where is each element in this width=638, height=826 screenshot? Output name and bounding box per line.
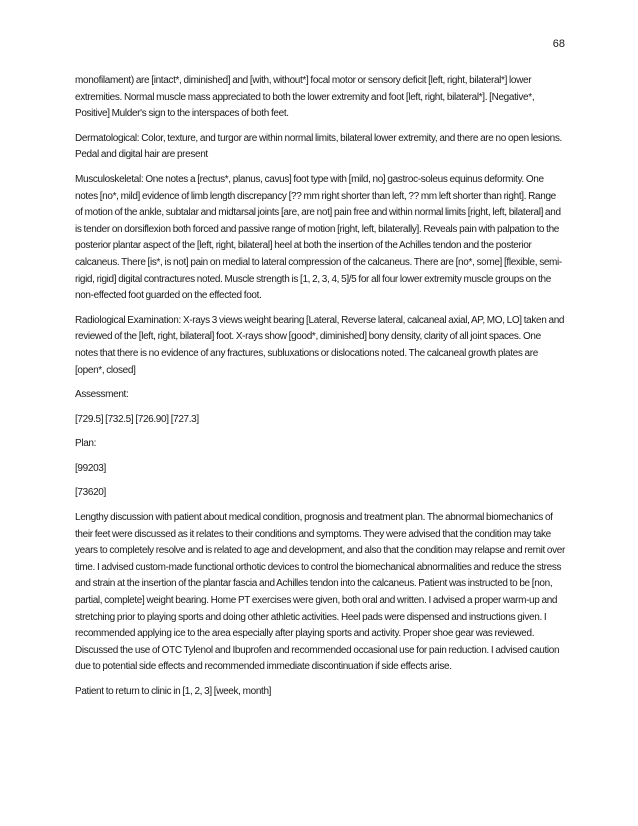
assessment-heading: Assessment: [75, 389, 129, 401]
paragraph-dermatological: Dermatological: Color, texture, and turgor are within normal limits, bilateral lower extremity, and there are no open lesions. Pedal and digital hair are present [75, 132, 562, 161]
document-body [75, 73, 565, 709]
plan-code-1: [99203] [75, 462, 106, 474]
paragraph-neurological-continued: monofilament) are [intact*, diminished] and [with, without*] focal motor or sensory deficit [left, right, bilateral*] lower extremities. Normal muscle mass appreciated to both the lower extremity and foot [left, right, bilateral*]. [Negative*, Positive] Mulder's sign to the interspaces of both feet. [75, 75, 535, 120]
assessment-codes: [729.5] [732.5] [726.90] [727.3] [75, 413, 199, 425]
plan-heading: Plan: [75, 438, 97, 450]
paragraph-discussion: Lengthy discussion with patient about medical condition, prognosis and treatment plan. The abnormal biomechanics of their feet were discussed as it relates to their conditions and symptoms. They were advised that the condition may take years to completely resolve and is related to age and development, and also that the condition may relapse and remit over time. I advised custom-made functional orthotic devices to control the biomechanical abnormalities and reduce the stress and strain at the insertion of the plantar fascia and Achilles tendon into the calcaneus. Patient was instructed to be [non, partial, complete] weight bearing. Home PT exercises were given, both oral and written. I advised a proper warm-up and stretching prior to playing sports and doing other athletic activities. Heel pads were dispensed and instructions given. I recommended applying ice to the area especially after playing sports and activity. Proper shoe gear was reviewed. Discussed the use of OTC Tylenol and Ibuprofen and recommended occasional use for pain reduction. I advised caution due to potential side effects and recommended immediate discontinuation if side effects arise. [75, 512, 565, 673]
plan-code-2: [73620] [75, 487, 106, 499]
paragraph-radiological: Radiological Examination: X-rays 3 views weight bearing [Lateral, Reverse lateral, calcaneal axial, AP, MO, LO] taken and reviewed of the [left, right, bilateral] foot. X-rays show [good*, diminished] bony density, clarity of all joint spaces. One notes that there is no evidence of any fractures, subluxations or dislocations noted. The calcaneal growth plates are [open*, closed] [75, 314, 565, 376]
page-number: 68 [552, 38, 565, 50]
paragraph-return-to-clinic: Patient to return to clinic in [1, 2, 3] [week, month] [75, 686, 272, 697]
paragraph-musculoskeletal: Musculoskeletal: One notes a [rectus*, planus, cavus] foot type with [mild, no] gastroc-soleus equinus deformity. One notes [no*, mild] evidence of limb length discrepancy [?? mm right shorter than left, ?? mm left shorter than right]. Range of motion of the ankle, subtalar and midtarsal joints [are, are not] pain free and within normal limits [right, left, bilateral] and is tender on dorsiflexion both forced and passive range of motion [right, left, bilaterally]. Reveals pain with palpation to the posterior plantar aspect of the [left, right, bilateral] heel at both the insertion of the Achilles tendon and the posterior calcaneus. There [is*, is not] pain on medial to lateral compression of the calcaneus. There are [no*, some] [flexible, semi-rigid, rigid] digital contractures noted. Muscle strength is [1, 2, 3, 4, 5]/5 for all four lower extremity muscle groups on the non-effected foot guarded on the effected foot. [75, 173, 562, 302]
